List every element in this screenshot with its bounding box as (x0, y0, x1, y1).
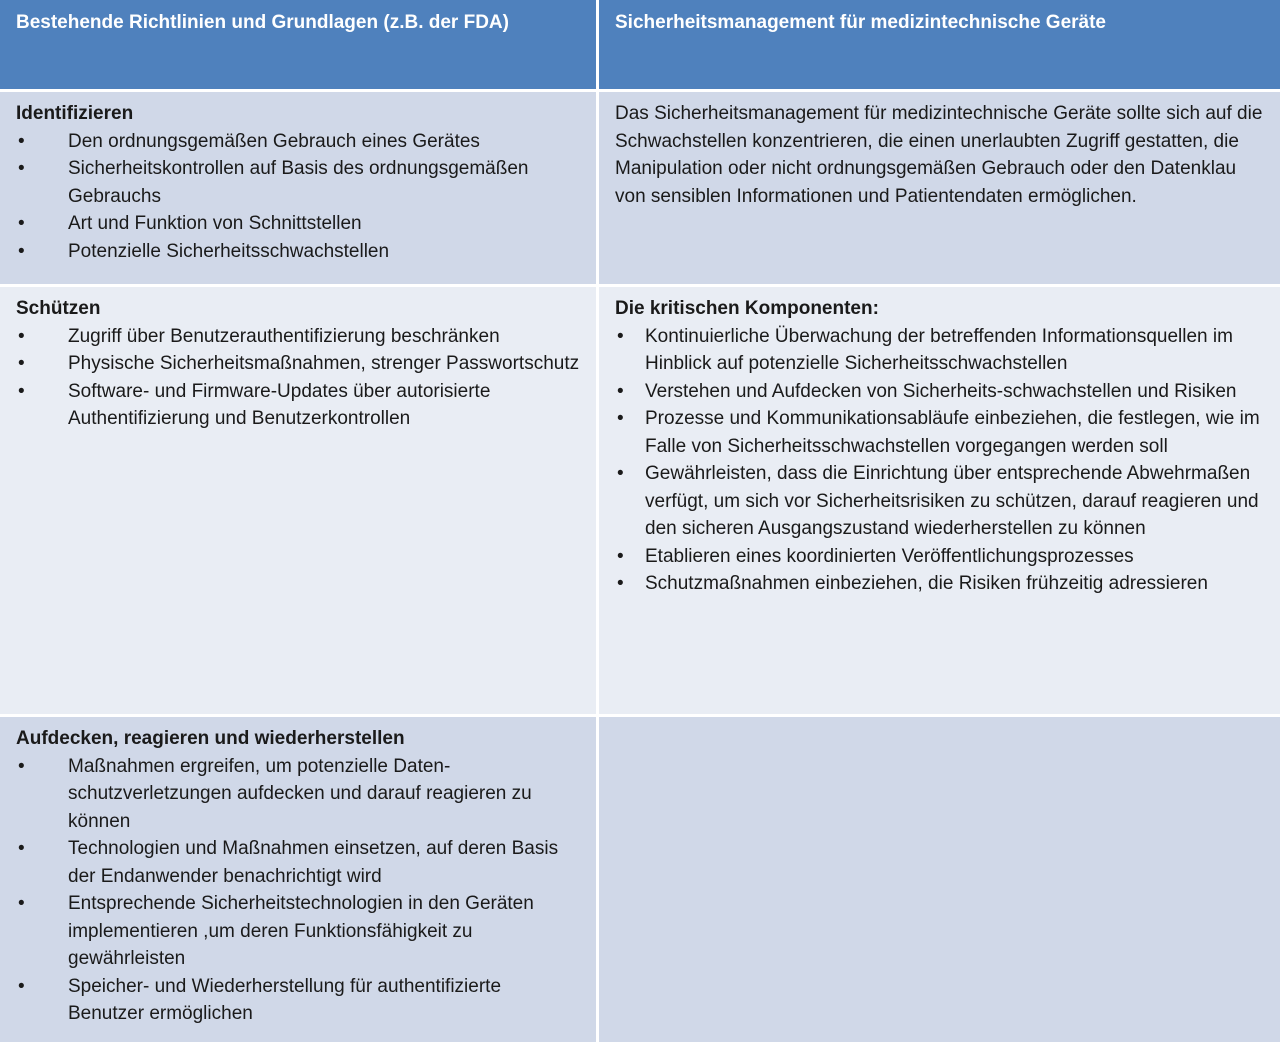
kritische-komponenten-list (615, 323, 1268, 598)
row2-left-cell (0, 287, 599, 717)
row3-left-cell (0, 717, 599, 1045)
aufdecken-list (16, 753, 580, 1028)
security-management-paragraph: Das Sicherheitsmanagement für medizintechnische Geräte sollte sich auf die Schwachstellen konzentrieren, die einen unerlaubten Zugriff gestatten, die Manipulation oder nicht ordnungsgemäßen Gebrauch oder den Datenklau von sensiblen Informationen und Patientendaten ermöglichen. (615, 103, 1263, 207)
section-title-kritische-komponenten: Die kritischen Komponenten: (615, 298, 879, 319)
bullet-icon: • (18, 975, 25, 997)
list-item (16, 378, 580, 433)
header-left-label: Bestehende Richtlinien und Grundlagen (z.B. der FDA) (16, 12, 509, 33)
bullet-icon: • (617, 463, 624, 484)
list-item-text: Software- und Firmware-Updates über autorisierte Authentifizierung und Benutzerkontrollen (68, 380, 491, 429)
list-item (16, 753, 580, 836)
header-cell-left (0, 0, 599, 92)
list-item-text: Gewährleisten, dass die Einrichtung über entsprechende Abwehrmaßen verfügt, um sich vor Sicherheitsrisiken zu schützen, darauf reagieren und den sicheren Ausgangszustand wiederherstellen zu können (645, 463, 1259, 539)
section-title-aufdecken: Aufdecken, reagieren und wiederherstellen (16, 728, 405, 749)
list-item-text: Art und Funktion von Schnittstellen (68, 213, 362, 234)
bullet-icon: • (18, 380, 25, 402)
list-item-text: Maßnahmen ergreifen, um potenzielle Daten-schutzverletzungen aufdecken und darauf reagieren zu können (68, 755, 532, 832)
list-item (16, 973, 580, 1028)
bullet-icon: • (18, 893, 25, 914)
list-item (615, 543, 1268, 571)
bullet-icon: • (18, 158, 25, 179)
list-item-text: Speicher- und Wiederherstellung für authentifizierte Benutzer ermöglichen (68, 975, 502, 1024)
list-item (615, 378, 1268, 406)
list-item (16, 350, 580, 378)
bullet-icon: • (18, 240, 25, 262)
row1-right-cell (599, 92, 1280, 287)
identifizieren-list (16, 128, 580, 266)
list-item (615, 323, 1268, 378)
list-item-text: Prozesse und Kommunikationsabläufe einbeziehen, die festlegen, wie im Falle von Sicherheitsschwachstellen vorgegangen werden soll (645, 408, 1260, 457)
list-item (16, 128, 580, 156)
bullet-icon: • (18, 325, 25, 347)
header-right-label: Sicherheitsmanagement für medizintechnische Geräte (615, 12, 1106, 33)
row3-right-empty-cell (599, 717, 1280, 1045)
section-title-schuetzen: Schützen (16, 298, 101, 319)
list-item (615, 405, 1268, 460)
list-item (16, 890, 580, 973)
list-item-text: Technologien und Maßnahmen einsetzen, auf deren Basis der Endanwender benachrichtigt wird (68, 838, 559, 887)
row2-right-cell (599, 287, 1280, 717)
list-item-text: Verstehen und Aufdecken von Sicherheits-schwachstellen und Risiken (645, 380, 1237, 402)
bullet-icon: • (18, 130, 25, 152)
bullet-icon: • (18, 353, 25, 374)
list-item (615, 570, 1268, 598)
list-item (16, 835, 580, 890)
list-item-text: Zugriff über Benutzerauthentifizierung beschränken (68, 325, 500, 347)
header-cell-right (599, 0, 1280, 92)
bullet-icon: • (617, 408, 624, 429)
bullet-icon: • (617, 545, 624, 567)
section-title-identifizieren: Identifizieren (16, 103, 134, 124)
row1-left-cell (0, 92, 599, 287)
bullet-icon: • (617, 325, 624, 347)
list-item-text: Entsprechende Sicherheitstechnologien in den Geräten implementieren ,um deren Funktionsfähigkeit zu gewährleisten (68, 893, 534, 969)
bullet-icon: • (617, 573, 624, 594)
list-item-text: Den ordnungsgemäßen Gebrauch eines Gerätes (68, 130, 480, 152)
schuetzen-list (16, 323, 580, 433)
list-item (16, 210, 580, 238)
list-item (16, 323, 580, 351)
bullet-icon: • (18, 213, 25, 234)
list-item-text: Etablieren eines koordinierten Veröffentlichungsprozesses (645, 545, 1134, 567)
list-item (16, 238, 580, 266)
bullet-icon: • (18, 755, 25, 777)
list-item-text: Potenzielle Sicherheitsschwachstellen (68, 240, 390, 262)
bullet-icon: • (617, 380, 624, 402)
list-item (615, 460, 1268, 543)
list-item-text: Sicherheitskontrollen auf Basis des ordnungsgemäßen Gebrauchs (68, 158, 529, 207)
list-item (16, 155, 580, 210)
list-item-text: Schutzmaßnahmen einbeziehen, die Risiken frühzeitig adressieren (645, 573, 1208, 594)
list-item-text: Physische Sicherheitsmaßnahmen, strenger Passwortschutz (68, 353, 580, 374)
list-item-text: Kontinuierliche Überwachung der betreffenden Informationsquellen im Hinblick auf potenzielle Sicherheitsschwachstellen (645, 325, 1233, 374)
bullet-icon: • (18, 838, 25, 859)
